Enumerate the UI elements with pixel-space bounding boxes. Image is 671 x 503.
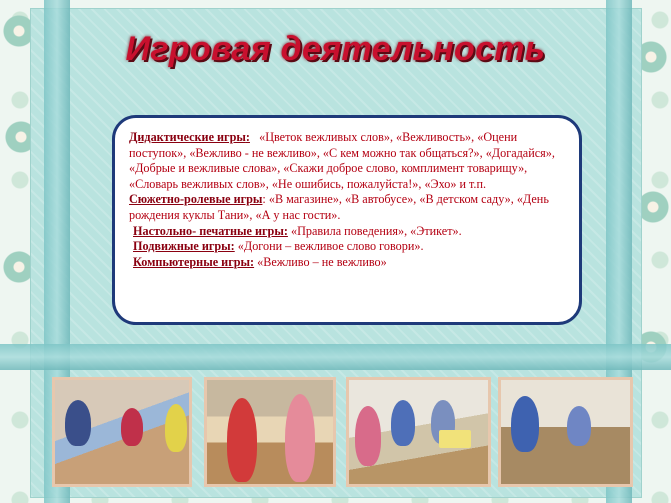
child-figure bbox=[511, 396, 539, 452]
didactic-games-label: Дидактические игры bbox=[129, 130, 246, 144]
board-games-label: Настольно- печатные игры: bbox=[133, 223, 288, 238]
ribbon-bottom bbox=[0, 344, 671, 370]
didactic-games-paragraph bbox=[129, 130, 565, 192]
role-games-paragraph bbox=[129, 192, 565, 223]
child-figure bbox=[227, 398, 257, 482]
didactic-games-text: «Цветок вежливых слов», «Вежливость», «Оцени поступок», «Вежливо - не вежливо», «С кем можно так общаться?», «Догадайся», «Добрые и вежливые слова», «Скажи доброе слово, комплимент товарищу», «Словарь вежливых слов», «Не ошибись, пожалуйста!», «Эхо» и т.п. bbox=[129, 130, 555, 191]
child-figure bbox=[285, 394, 315, 482]
board-games-paragraph bbox=[129, 224, 565, 240]
child-figure bbox=[391, 400, 415, 446]
computer-games-text: «Вежливо – не вежливо» bbox=[254, 254, 387, 269]
child-figure bbox=[567, 406, 591, 446]
board-games-text: «Правила поведения», «Этикет». bbox=[287, 223, 462, 238]
child-figure bbox=[65, 400, 91, 446]
card-box bbox=[439, 430, 471, 448]
role-games-label: Сюжетно-ролевые игры bbox=[129, 192, 263, 207]
child-figure bbox=[121, 408, 143, 446]
photo-children-table-game bbox=[346, 377, 491, 487]
computer-games-paragraph bbox=[129, 255, 565, 271]
mobile-games-paragraph bbox=[129, 239, 565, 255]
slide-title: Игровая деятельность bbox=[125, 30, 546, 68]
photo-children-playing-floor bbox=[52, 377, 192, 487]
role-games-text: : «В магазине», «В автобусе», «В детском саду», «День рождения куклы Тани», «А у нас гости». bbox=[129, 192, 549, 222]
photo-children-card-game bbox=[498, 377, 633, 487]
computer-games-label: Компьютерные игры: bbox=[133, 254, 255, 269]
child-figure bbox=[355, 406, 381, 466]
didactic-games-colon: : bbox=[245, 130, 250, 144]
photo-children-role-play bbox=[204, 377, 336, 487]
child-figure bbox=[165, 404, 187, 452]
games-text-box bbox=[112, 115, 582, 325]
mobile-games-label: Подвижные игры: bbox=[133, 239, 235, 254]
mobile-games-text: «Догони – вежливое слово говори». bbox=[234, 239, 424, 254]
